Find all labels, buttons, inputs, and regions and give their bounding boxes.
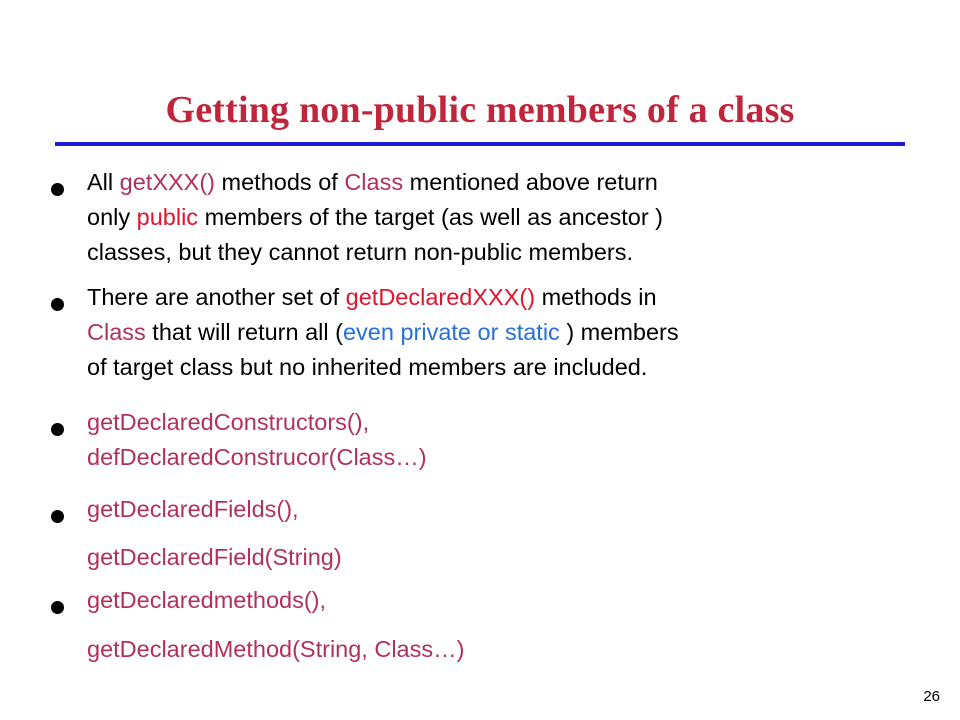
bullet-line: [87, 280, 887, 315]
bullet-dot: [51, 423, 64, 436]
continuation-method: [87, 632, 887, 667]
slide-title: Getting non-public members of a class: [165, 89, 795, 131]
text-run: that will return all (: [145, 319, 343, 345]
code-getxxx: getXXX(): [119, 169, 215, 195]
code-get-declared-fields: getDeclaredFields(),: [87, 496, 299, 522]
continuation-field: [87, 540, 887, 575]
code-class: Class: [87, 319, 146, 345]
code-get-declared-field: getDeclaredField(String): [87, 544, 342, 570]
text-run: only: [87, 204, 137, 230]
bullet-line: [87, 200, 887, 235]
text-run: methods in: [535, 284, 657, 310]
code-getdeclaredxxx: getDeclaredXXX(): [345, 284, 536, 310]
text-run: members of the target (as well as ancestor ): [198, 204, 664, 230]
bullet-item-declared-methods: [87, 280, 887, 385]
text-run: methods of: [215, 169, 345, 195]
bullet-item-methods: [87, 583, 887, 618]
bullet-dot: [51, 601, 64, 614]
page-number: 26: [923, 688, 940, 705]
keyword-public: public: [136, 204, 199, 230]
text-run: mentioned above return: [403, 169, 658, 195]
bullet-line: [87, 165, 887, 200]
highlight-even-private-or-static: even private or static: [342, 319, 560, 345]
code-get-declared-method: getDeclaredMethod(String, Class…): [87, 636, 465, 662]
text-run: classes, but they cannot return non-public members.: [87, 239, 633, 265]
code-get-declared-constructors: getDeclaredConstructors(),: [87, 409, 370, 435]
code-get-declared-methods: getDeclaredmethods(),: [87, 587, 327, 613]
text-run: of target class but no inherited members are included.: [87, 354, 648, 380]
bullet-line: [87, 315, 887, 350]
code-def-declared-construcor: defDeclaredConstrucor(Class…): [87, 444, 427, 470]
text-run: ) members: [559, 319, 679, 345]
title-divider: [55, 142, 905, 146]
bullet-item-constructors: [87, 405, 887, 475]
text-run: All: [87, 169, 120, 195]
bullet-item-public-only: [87, 165, 887, 270]
bullet-item-fields: [87, 492, 887, 527]
bullet-dot: [51, 298, 64, 311]
text-run: There are another set of: [87, 284, 346, 310]
bullet-line: [87, 350, 887, 385]
bullet-dot: [51, 510, 64, 523]
bullet-dot: [51, 183, 64, 196]
bullet-line: [87, 235, 887, 270]
code-class: Class: [344, 169, 404, 195]
